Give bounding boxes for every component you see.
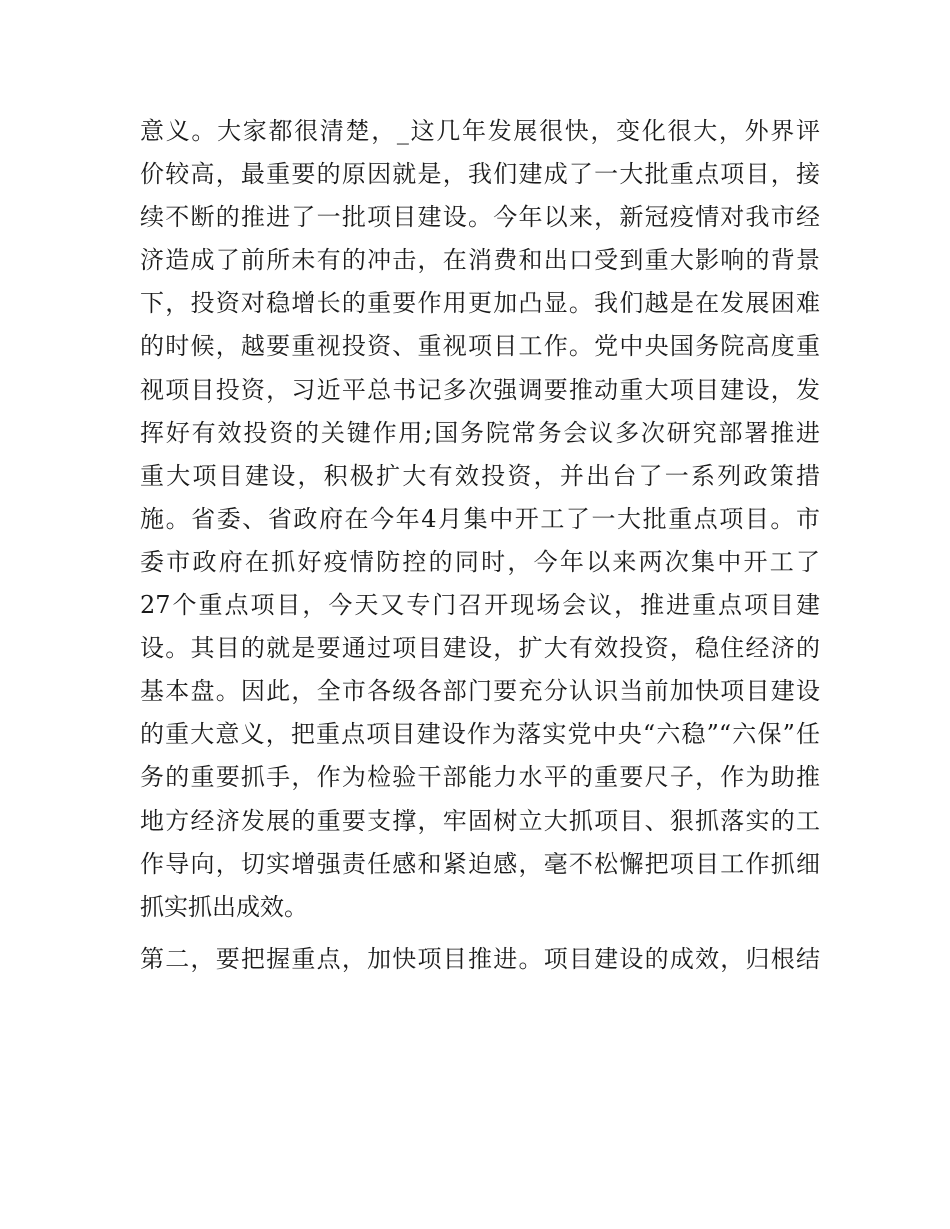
text-line: 务的重要抓手，作为检验干部能力水平的重要尺子，作为助推 — [140, 763, 820, 792]
paragraph-1 — [140, 110, 820, 929]
text-line: 的时候，越要重视投资、重视项目工作。党中央国务院高度重 — [140, 332, 820, 361]
text-line: 委市政府在抓好疫情防控的同时，今年以来两次集中开工了 — [140, 547, 820, 576]
text-line: 设。其目的就是要通过项目建设，扩大有效投资，稳住经济的 — [140, 634, 820, 663]
text-line: 意义。大家都很清楚，_这几年发展很快，变化很大，外界评 — [140, 117, 820, 145]
text-line: 济造成了前所未有的冲击，在消费和出口受到重大影响的背景 — [140, 246, 820, 275]
text-line: 27个重点项目，今天又专门召开现场会议，推进重点项目建 — [140, 591, 820, 620]
paragraph-gap — [140, 929, 820, 938]
text-line: 地方经济发展的重要支撑，牢固树立大抓项目、狠抓落实的工 — [140, 806, 820, 835]
text-line: 下，投资对稳增长的重要作用更加凸显。我们越是在发展困难 — [140, 289, 820, 318]
text-line: 挥好有效投资的关键作用;国务院常务会议多次研究部署推进 — [140, 418, 820, 447]
document-body — [140, 110, 820, 981]
text-line: 重大项目建设，积极扩大有效投资，并出台了一系列政策措 — [140, 461, 820, 490]
text-line: 基本盘。因此，全市各级各部门要充分认识当前加快项目建设 — [140, 677, 820, 706]
text-line: 续不断的推进了一批项目建设。今年以来，新冠疫情对我市经 — [140, 203, 820, 232]
text-line: 第二，要把握重点，加快项目推进。项目建设的成效，归根结 — [140, 944, 820, 973]
text-line: 作导向，切实增强责任感和紧迫感，毫不松懈把项目工作抓细 — [140, 849, 820, 878]
text-line: 视项目投资，习近平总书记多次强调要推动重大项目建设，发 — [140, 375, 820, 404]
text-line: 的重大意义，把重点项目建设作为落实党中央“六稳”“六保”任 — [140, 720, 820, 749]
paragraph-2 — [140, 938, 820, 981]
text-line: 抓实抓出成效。 — [140, 892, 308, 921]
text-line: 价较高，最重要的原因就是，我们建成了一大批重点项目，接 — [140, 160, 820, 189]
text-line: 施。省委、省政府在今年4月集中开工了一大批重点项目。市 — [140, 504, 820, 533]
